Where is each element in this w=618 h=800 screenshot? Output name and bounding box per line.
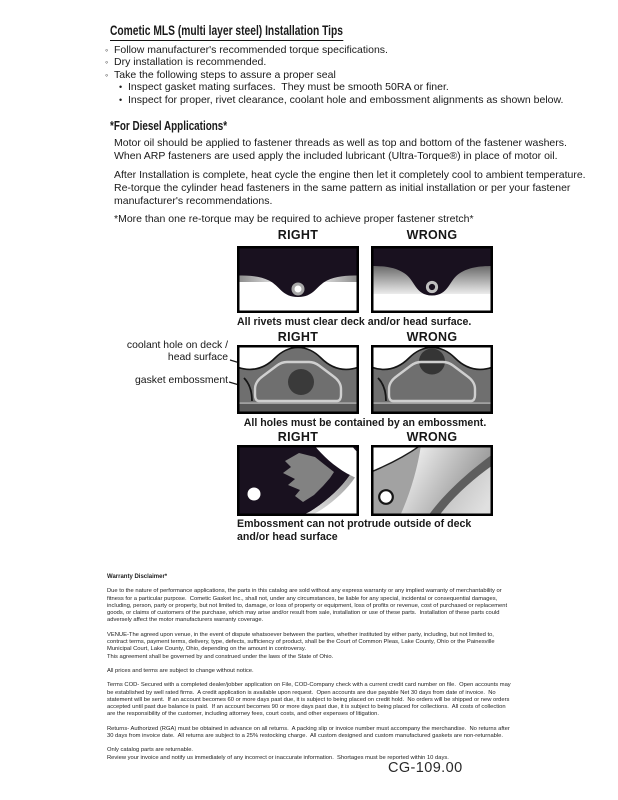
sub-bullet-icon: • bbox=[119, 94, 123, 105]
list-item bbox=[119, 81, 595, 93]
diesel-note: *More than one re-torque may be required to achieve proper fastener stretch* bbox=[114, 213, 474, 225]
legal-prices-note: All prices and terms are subject to change without notice. bbox=[107, 667, 254, 674]
legal-venue-paragraph: VENUE-The agreed upon venue, in the event of dispute whatsoever between the parties, whether instituted by either party, including, but not limited to, contract terms, payment terms, delivery, type, defects, sufficiency of product, shall be the Court of Common Pleas, Lake County, Ohio or the Painesville Municipal Court, Lake County, Ohio, depending on the amount in controversy. bbox=[107, 631, 497, 653]
diesel-heading bbox=[110, 118, 264, 133]
installation-tips-list bbox=[105, 44, 595, 106]
diesel-paragraph-1: Motor oil should be applied to fastener threads as well as top and bottom of the fastener washers. When ARP fasteners are used apply the included lubricant (Ultra-Torque®) in place of motor oil. bbox=[114, 137, 570, 162]
legal-heading: Warranty Disclaimer* bbox=[107, 574, 168, 580]
callout-gasket-embossment: gasket embossment bbox=[135, 375, 228, 386]
deck-line bbox=[239, 403, 357, 404]
deck-strip bbox=[239, 404, 357, 412]
row2-wrong-label: WRONG bbox=[406, 330, 458, 344]
row3-caption: Embossment can not protrude outside of deck and/or head surface bbox=[237, 518, 475, 543]
bullet-icon: ◦ bbox=[105, 69, 109, 80]
list-item bbox=[105, 56, 595, 68]
sub-bullet-icon: • bbox=[119, 82, 123, 93]
bullet-icon: ◦ bbox=[105, 57, 109, 68]
bullet-text: Follow manufacturer's recommended torque specifications. bbox=[114, 44, 388, 56]
page-title bbox=[110, 23, 417, 41]
bolt-hole bbox=[379, 490, 393, 504]
row1-caption: All rivets must clear deck and/or head surface. bbox=[237, 316, 472, 328]
legal-governing-law: This agreement shall be governed by and construed under the laws of the State of Ohio. bbox=[107, 653, 334, 660]
row2-caption: All holes must be contained by an embossment. bbox=[243, 417, 487, 429]
deck-line bbox=[373, 403, 491, 404]
legal-returnable-note: Only catalog parts are returnable. bbox=[107, 747, 194, 754]
deck-strip bbox=[373, 404, 491, 412]
bullet-text: Inspect gasket mating surfaces. They must be smooth 50RA or finer. bbox=[128, 81, 449, 94]
diagram-hole-wrong bbox=[371, 345, 493, 414]
list-item bbox=[105, 44, 595, 56]
list-item bbox=[119, 94, 595, 106]
legal-review-note: Review your invoice and notify us immediately of any incorrect or inaccurate information. Shortages must be reported within 10 days. bbox=[107, 754, 449, 761]
coolant-hole bbox=[288, 369, 314, 395]
row1-wrong-label: WRONG bbox=[406, 228, 458, 242]
rivet bbox=[293, 284, 303, 294]
bullet-text: Inspect for proper, rivet clearance, coolant hole and embossment alignments as shown below. bbox=[128, 93, 564, 106]
row3-right-label: RIGHT bbox=[277, 430, 319, 444]
bullet-text: Dry installation is recommended. bbox=[114, 56, 267, 69]
callout-coolant-hole: coolant hole on deck / head surface bbox=[126, 340, 228, 363]
rivet bbox=[427, 282, 436, 291]
legal-returns-paragraph: Returns- Authorized (RGA) must be obtained in advance on all returns. A packing slip or invoice number must accompany the merchandise. No returns after 30 days from invoice date. All returns are subject to a 25% restocking charge. All custom designed and custom manufactured gaskets are non-returnable. bbox=[107, 725, 512, 740]
page-title-text: Cometic MLS (multi layer steel) Installation Tips bbox=[110, 23, 343, 41]
legal-section bbox=[107, 574, 515, 762]
legal-warranty-paragraph: Due to the nature of performance applications, the parts in this catalog are sold without any express warranty or any implied warranty of merchantability or fitness for a particular purpose. Cometic Gasket Inc., shall not, under any circumstances, be liable for any special, incidental or consequential damages, including, person, party or property, but not limited to, damage, or loss of property or equipment, loss of profits or revenue, cost of purchased or replacement goods, or claims of customers of the purchase, which may arise and/or result from sale, installation or use of these parts. Installation of these parts could adversely affect the motor manufacturers warranty coverage. bbox=[107, 588, 509, 624]
diesel-heading-text: *For Diesel Applications* bbox=[110, 118, 228, 133]
row1-right-label: RIGHT bbox=[277, 228, 319, 242]
diagram-hole-right bbox=[237, 345, 359, 414]
diagram-rivet-wrong bbox=[371, 246, 493, 313]
bullet-icon: ◦ bbox=[105, 45, 109, 55]
diagram-protrude-right bbox=[237, 445, 359, 516]
bolt-hole bbox=[248, 488, 261, 501]
diesel-paragraph-2: After Installation is complete, heat cycle the engine then let it completely cool to ambient temperature. Re-torque the cylinder head fasteners in the same pattern as initial installation or per your fastener manufacturer's recommendations. bbox=[114, 169, 589, 207]
diagram-rivet-right bbox=[237, 246, 359, 313]
row2-right-label: RIGHT bbox=[277, 330, 319, 344]
row3-wrong-label: WRONG bbox=[406, 430, 458, 444]
list-item bbox=[105, 69, 595, 81]
page-code: CG-109.00 bbox=[388, 760, 463, 776]
bullet-text: Take the following steps to assure a proper seal bbox=[114, 68, 336, 81]
diagram-protrude-wrong bbox=[371, 445, 493, 516]
legal-terms-paragraph: Terms COD- Secured with a completed dealer/jobber application on File, COD-Company check with a current credit card number on file. Open accounts may be established by well rated firms. A credit application is available upon request. Open accounts are due payable Net 30 days from date of invoice. No statement will be sent. If an account becomes 60 or more days past due, it is subject to being placed on credit hold. No orders will be shipped or new orders accepted until past due balance is paid. If an account becomes 90 or more days past due, it is subject to being placed for collections. All costs of collection are the responsibility of the customer, including attorney fees, court costs, and other expenses of litigation. bbox=[107, 682, 513, 718]
